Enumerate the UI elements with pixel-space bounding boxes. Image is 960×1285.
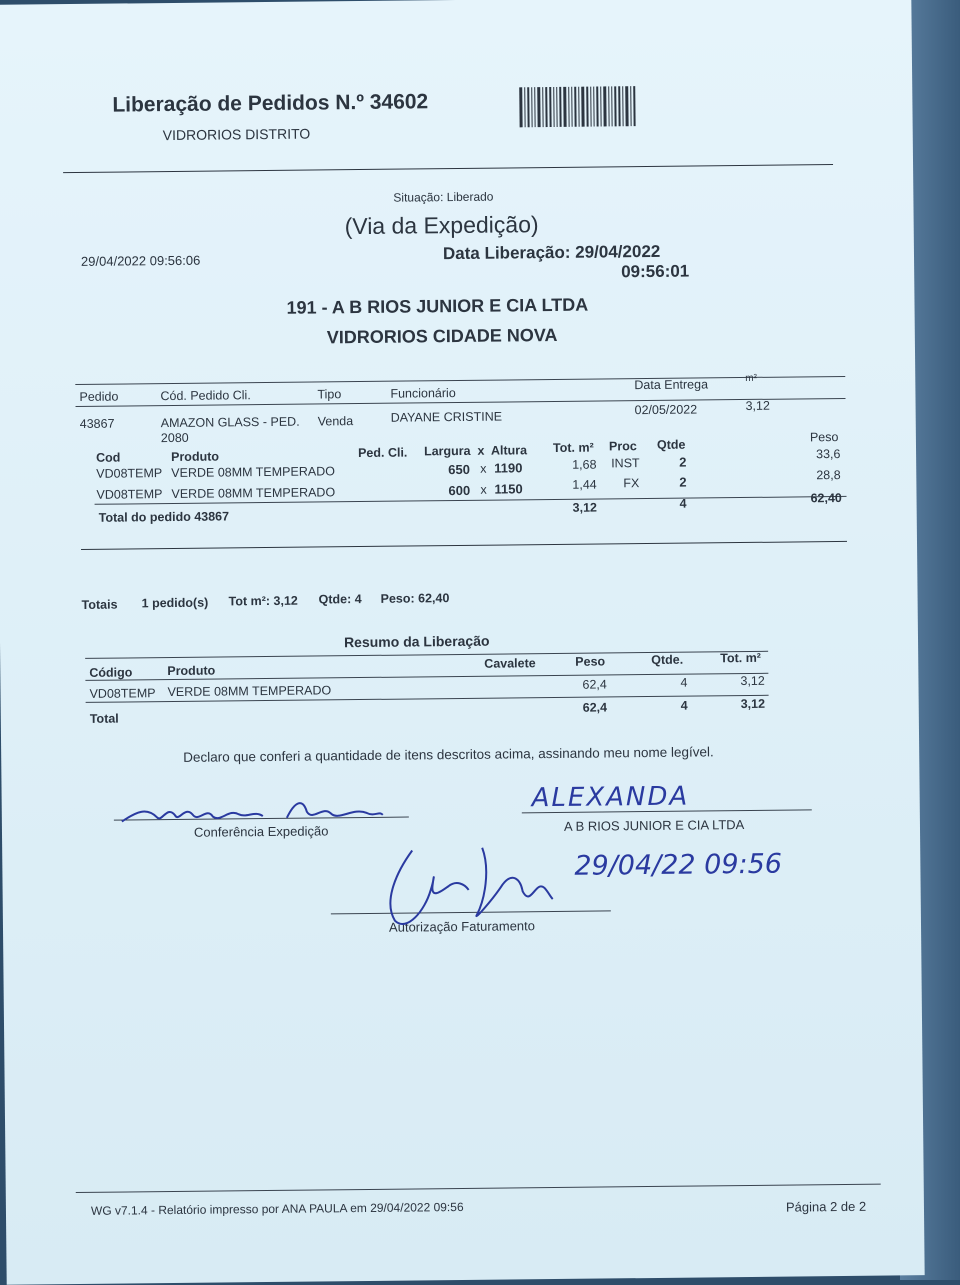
- barcode-bar: [614, 86, 616, 126]
- barcode-bar: [571, 87, 572, 127]
- declaration-text: Declaro que conferi a quantidade de itens descritos acima, assinando meu nome legível.: [183, 744, 714, 765]
- barcode-bar: [537, 87, 540, 127]
- col-cod-cli: Cód. Pedido Cli.: [160, 388, 251, 404]
- totals-label: Totais: [81, 597, 118, 612]
- barcode-bar: [578, 87, 579, 127]
- barcode-bar: [545, 87, 547, 127]
- col-tipo: Tipo: [317, 387, 342, 402]
- col-m2: m²: [745, 372, 758, 384]
- barcode-bar: [527, 87, 529, 127]
- item-altura: 1190: [494, 460, 523, 476]
- barcode-bar: [593, 87, 594, 127]
- barcode-bar: [586, 87, 588, 127]
- printed-timestamp: 29/04/2022 09:56:06: [80, 252, 201, 269]
- item-col-qtde: Qtde: [656, 437, 686, 452]
- item-cod: VD08TEMP: [96, 487, 163, 502]
- item-col-peso: Peso: [809, 430, 839, 445]
- status-text: Situação: Liberado: [393, 189, 494, 205]
- autorizacao-label: Autorização Faturamento: [388, 918, 536, 935]
- item-col-ped-cli: Ped. Cli.: [357, 445, 408, 461]
- totals-qtde: Qtde: 4: [318, 592, 362, 607]
- totals-peso: Peso: 62,40: [380, 591, 450, 606]
- summary-produto: VERDE 08MM TEMPERADO: [167, 683, 332, 700]
- release-date: Data Liberação: 29/04/2022: [442, 241, 661, 264]
- barcode-bar: [556, 87, 557, 127]
- totals-orders: 1 pedido(s): [141, 595, 209, 611]
- client-branch: VIDRORIOS CIDADE NOVA: [326, 324, 558, 348]
- item-largura: 650: [448, 461, 470, 478]
- summary-col-tot-m2: Tot. m²: [720, 650, 762, 666]
- item-col-tot-m2: Tot. m²: [552, 440, 594, 456]
- order-m2: 3,12: [745, 398, 770, 413]
- item-qtde: 2: [679, 454, 687, 470]
- item-largura: 600: [448, 482, 471, 499]
- page-number: Página 2 de 2: [785, 1198, 867, 1215]
- item-produto: VERDE 08MM TEMPERADO: [171, 485, 336, 502]
- conferencia-signature: [117, 791, 387, 839]
- item-peso: 28,8: [816, 467, 841, 483]
- barcode-bar: [531, 87, 532, 127]
- item-qtde: 2: [679, 474, 687, 490]
- divider: [63, 164, 833, 173]
- barcode-bar: [603, 86, 606, 126]
- item-altura: 1150: [494, 481, 523, 497]
- item-proc: FX: [623, 476, 640, 491]
- col-pedido: Pedido: [79, 389, 119, 404]
- barcode-bar: [590, 87, 591, 127]
- barcode-bar: [618, 86, 620, 126]
- barcode-bar: [600, 86, 601, 126]
- barcode-bar: [622, 86, 623, 126]
- order-delivery-date: 02/05/2022: [634, 402, 698, 418]
- item-peso: 33,6: [816, 446, 841, 462]
- barcode-bar: [553, 87, 554, 127]
- barcode-bar: [542, 87, 543, 127]
- barcode: [519, 86, 637, 127]
- item-proc: INST: [611, 456, 640, 471]
- order-employee: DAYANE CRISTINE: [390, 409, 503, 425]
- barcode-bar: [559, 87, 561, 127]
- summary-title: Resumo da Liberação: [343, 632, 490, 651]
- barcode-bar: [568, 87, 569, 127]
- footer-print-info: WG v7.1.4 - Relatório impresso por ANA PAULA em 29/04/2022 09:56: [90, 1199, 464, 1218]
- client-handwritten-name: ALEXANDA: [531, 781, 690, 814]
- item-tot-m2: 1,44: [572, 477, 597, 492]
- summary-qtde: 4: [680, 675, 688, 690]
- summary-total-label: Total: [89, 711, 119, 726]
- summary-total-qtde: 4: [680, 698, 688, 713]
- barcode-bar: [581, 87, 584, 127]
- barcode-bar: [630, 86, 631, 126]
- table-bottom-rule: [81, 541, 847, 550]
- col-funcionario: Funcionário: [390, 386, 456, 401]
- table-top-rule: [75, 376, 845, 385]
- summary-col-qtde: Qtde.: [651, 652, 684, 667]
- barcode-bar: [633, 86, 635, 126]
- item-x: x: [480, 482, 487, 497]
- order-type: Venda: [317, 414, 354, 429]
- summary-col-produto: Produto: [167, 663, 216, 679]
- barcode-bar: [608, 86, 609, 126]
- client-signature-label: A B RIOS JUNIOR E CIA LTDA: [563, 817, 745, 834]
- item-col-cod: Cod: [95, 450, 121, 465]
- totals-m2: Tot m²: 3,12: [228, 593, 298, 609]
- barcode-bar: [519, 87, 522, 127]
- summary-tot-m2: 3,12: [740, 673, 765, 689]
- summary-col-peso: Peso: [575, 654, 606, 669]
- order-total-m2: 3,12: [572, 500, 598, 515]
- order-number: 43867: [79, 416, 115, 431]
- barcode-bar: [524, 87, 525, 127]
- barcode-bar: [611, 86, 612, 126]
- col-data-entrega: Data Entrega: [634, 377, 709, 393]
- barcode-bar: [625, 86, 628, 126]
- summary-peso: 62,4: [582, 677, 607, 692]
- handwritten-date: 29/04/22 09:56: [574, 848, 783, 882]
- item-cod: VD08TEMP: [96, 466, 163, 481]
- order-total-qtde: 4: [679, 496, 687, 511]
- issuer-name: VIDRORIOS DISTRITO: [162, 125, 311, 144]
- copy-type: (Via da Expedição): [344, 211, 539, 240]
- order-total-peso: 62,40: [810, 490, 842, 506]
- footer-rule: [76, 1184, 881, 1193]
- autorizacao-signature: [372, 839, 563, 941]
- order-client-code-cont: 2080: [160, 430, 189, 446]
- summary-total-peso: 62,4: [582, 700, 608, 715]
- summary-col-codigo: Código: [89, 665, 133, 680]
- item-tot-m2: 1,68: [572, 457, 597, 472]
- barcode-bar: [574, 87, 576, 127]
- barcode-bar: [563, 87, 566, 127]
- barcode-bar: [596, 87, 598, 127]
- summary-col-cavalete: Cavalete: [484, 656, 536, 671]
- conferencia-label: Conferência Expedição: [193, 823, 329, 840]
- client-name: 191 - A B RIOS JUNIOR E CIA LTDA: [286, 294, 589, 318]
- order-client-code: AMAZON GLASS - PED.: [160, 414, 300, 431]
- release-time: 09:56:01: [621, 261, 690, 282]
- document-title: Liberação de Pedidos N.º 34602: [112, 90, 429, 117]
- item-x: x: [480, 461, 487, 476]
- item-col-proc: Proc: [608, 439, 637, 454]
- item-col-produto: Produto: [170, 449, 220, 465]
- item-produto: VERDE 08MM TEMPERADO: [171, 464, 336, 481]
- summary-total-tot-m2: 3,12: [740, 696, 766, 712]
- item-col-largura-altura: Largura x Altura: [423, 443, 528, 459]
- order-total-label: Total do pedido 43867: [98, 509, 230, 525]
- barcode-bar: [549, 87, 551, 127]
- summary-codigo: VD08TEMP: [89, 686, 156, 701]
- barcode-bar: [534, 87, 535, 127]
